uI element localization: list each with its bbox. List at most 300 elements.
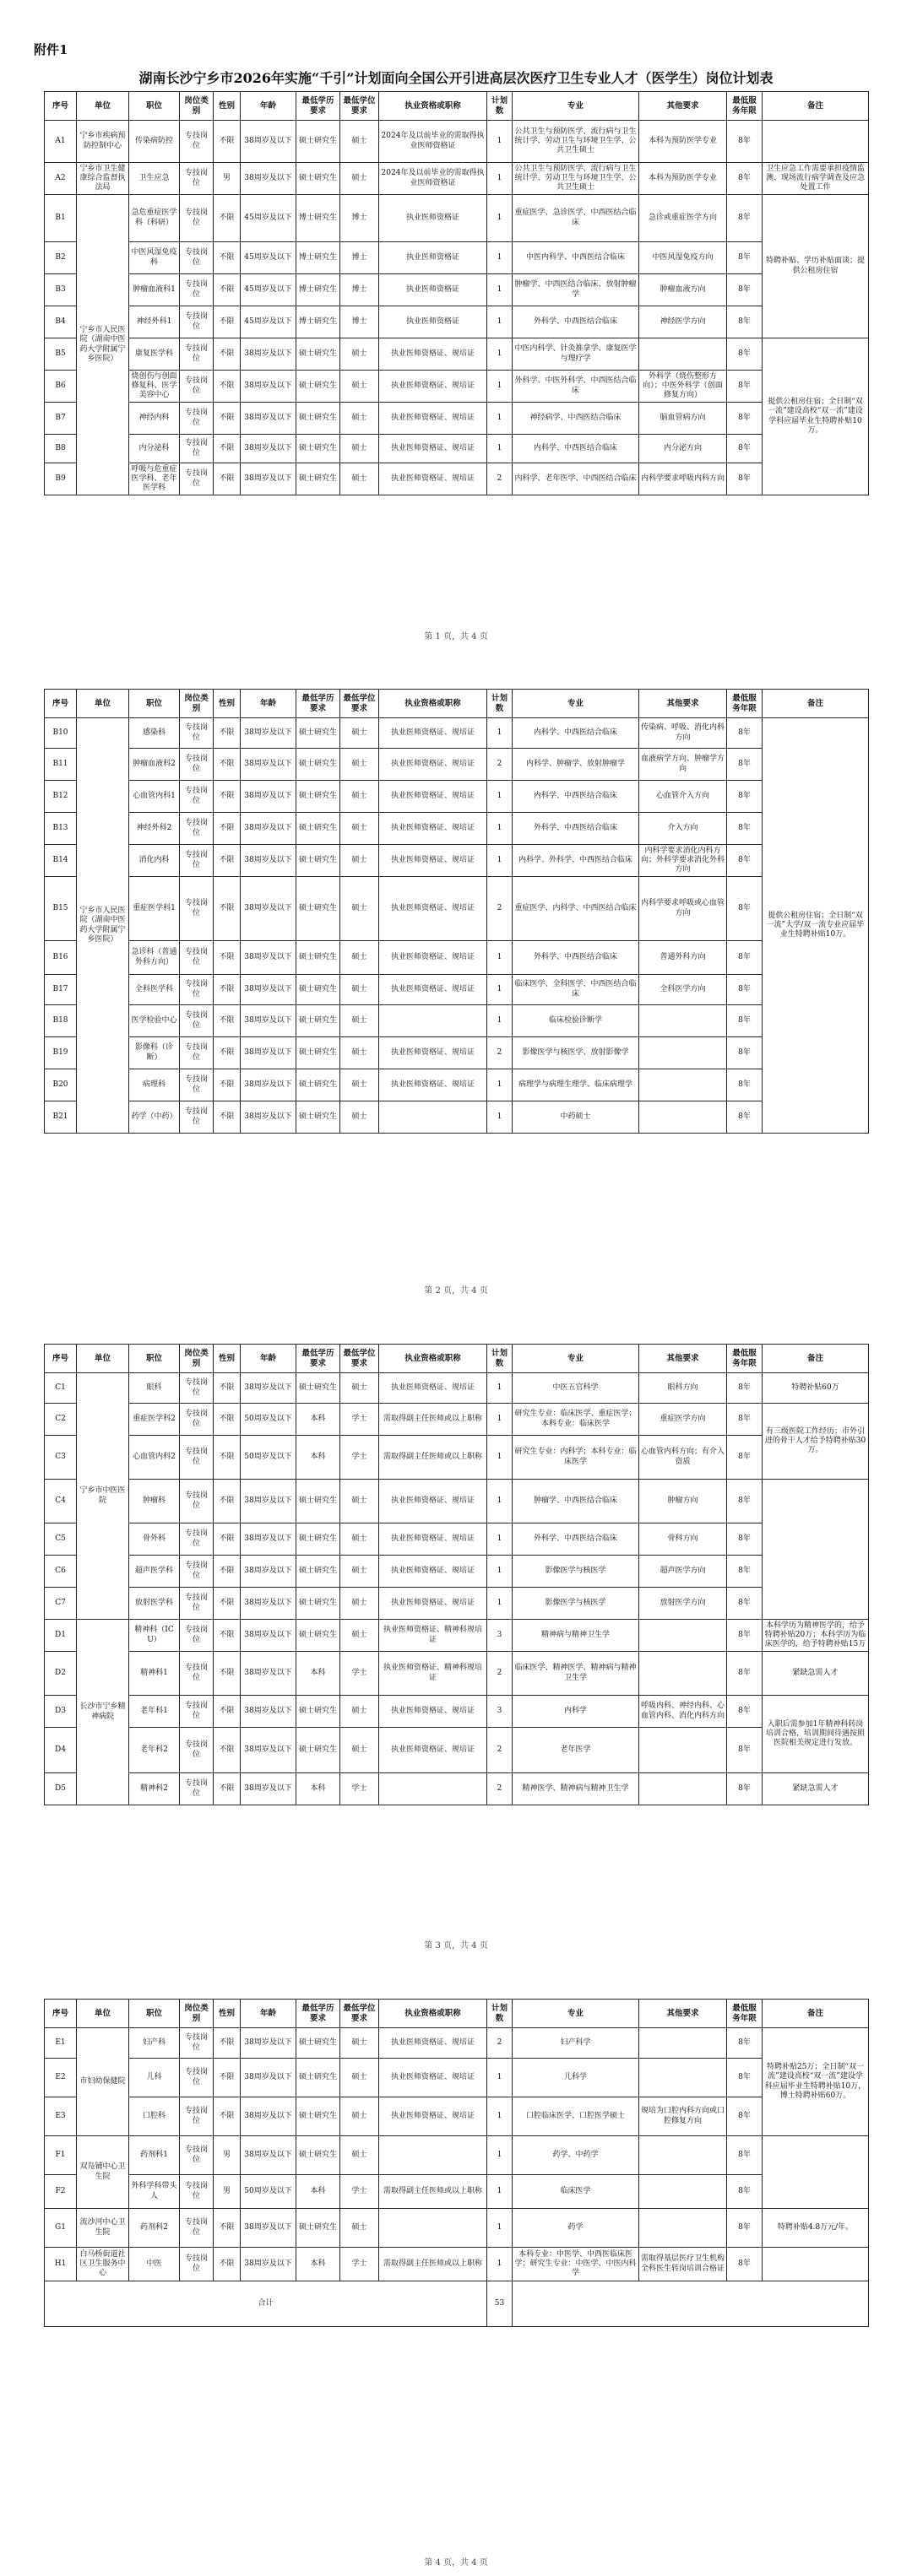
table-cell: 硕士 bbox=[340, 163, 379, 195]
table-cell: 口腔临床医学、口腔医学硕士 bbox=[513, 2097, 639, 2136]
table-cell: B16 bbox=[45, 941, 77, 975]
table-cell: 不限 bbox=[214, 195, 241, 242]
table-cell: 感染科 bbox=[129, 718, 180, 749]
table-cell: 专技岗位 bbox=[180, 2209, 214, 2248]
table-cell: 本科为预防医学专业 bbox=[639, 163, 727, 195]
table-cell: 执业医师资格证、规培证 bbox=[379, 749, 487, 781]
header-service-years: 最低服务年限 bbox=[727, 2000, 763, 2028]
table-cell: 不限 bbox=[214, 975, 241, 1005]
header-category: 岗位类别 bbox=[180, 1345, 214, 1373]
table-cell bbox=[639, 1005, 727, 1037]
table-cell: F2 bbox=[45, 2175, 77, 2209]
table-cell: 不限 bbox=[214, 1373, 241, 1404]
header-gender: 性别 bbox=[214, 690, 241, 718]
header-degree: 最低学位要求 bbox=[340, 690, 379, 718]
table-cell: 38周岁及以下 bbox=[241, 845, 296, 877]
table-cell: 硕士研究生 bbox=[296, 163, 340, 195]
table-cell: 不限 bbox=[214, 941, 241, 975]
table-cell: 38周岁及以下 bbox=[241, 1588, 296, 1620]
table-cell bbox=[639, 1069, 727, 1101]
table-cell: 心血管介入方向 bbox=[639, 781, 727, 813]
table-cell: 精神病与精神卫生学 bbox=[513, 1620, 639, 1652]
table-cell: 肿瘤血液方向 bbox=[639, 274, 727, 306]
header-seq: 序号 bbox=[45, 690, 77, 718]
table-cell: 内科学、老年医学、中西医结合临床 bbox=[513, 463, 639, 495]
header-qualification: 执业资格或职称 bbox=[379, 2000, 487, 2028]
table-cell: 博士研究生 bbox=[296, 274, 340, 306]
table-cell: B11 bbox=[45, 749, 77, 781]
table-cell: 传染病、呼吸、消化内科方向 bbox=[639, 718, 727, 749]
table-row bbox=[45, 2209, 869, 2248]
table-cell: 内分泌方向 bbox=[639, 435, 727, 463]
table-cell: 1 bbox=[487, 1480, 513, 1523]
table-cell: 特聘补贴25万；全日制“双一流”建设高校“双一流”建设学科应届毕业生特聘补贴10万，博士特聘补贴60万。 bbox=[763, 2028, 869, 2136]
table-cell: 不限 bbox=[214, 338, 241, 371]
table-cell: 影像科（诊断） bbox=[129, 1037, 180, 1069]
table-cell: 8年 bbox=[727, 941, 763, 975]
table-cell: 精神医学、精神病与精神卫生学 bbox=[513, 1773, 639, 1805]
table-cell: 执业医师资格证、规培证 bbox=[379, 338, 487, 371]
table-cell: 硕士 bbox=[340, 1069, 379, 1101]
table-cell: 1 bbox=[487, 2248, 513, 2281]
table-cell: 8年 bbox=[727, 1652, 763, 1696]
header-unit: 单位 bbox=[77, 2000, 129, 2028]
table-cell: 不限 bbox=[214, 718, 241, 749]
table-cell: 硕士研究生 bbox=[296, 1373, 340, 1404]
table-cell: 专技岗位 bbox=[180, 1620, 214, 1652]
table-cell: 硕士研究生 bbox=[296, 338, 340, 371]
table-cell: 1 bbox=[487, 2059, 513, 2097]
header-category: 岗位类别 bbox=[180, 92, 214, 121]
table-cell: B12 bbox=[45, 781, 77, 813]
table-cell: 硕士 bbox=[340, 1373, 379, 1404]
table-cell: 研究生专业：临床医学、重症医学；本科专业：临床医学 bbox=[513, 1404, 639, 1436]
table-row bbox=[45, 781, 869, 813]
table-cell: 卫生应急工作需要承担疫情监测、现场流行病学调查及应急处置工作 bbox=[763, 163, 869, 195]
table-cell: 硕士研究生 bbox=[296, 1620, 340, 1652]
table-cell: 硕士 bbox=[340, 781, 379, 813]
table-cell: 白马桥街道社区卫生服务中心 bbox=[77, 2248, 129, 2281]
table-cell: 硕士研究生 bbox=[296, 941, 340, 975]
table-cell: 紧缺急需人才 bbox=[763, 1773, 869, 1805]
table-row bbox=[45, 2136, 869, 2175]
table-cell: 硕士 bbox=[340, 1696, 379, 1728]
table-cell bbox=[763, 121, 869, 163]
table-cell: 重症医学、内科学、中西医结合临床 bbox=[513, 877, 639, 941]
table-cell: 执业医师资格证 bbox=[379, 306, 487, 338]
table-cell: 眼科方向 bbox=[639, 1373, 727, 1404]
table-cell: 老年科1 bbox=[129, 1696, 180, 1728]
table-cell: 外科学（烧伤整形方向）；中医外科学（创面修复方向） bbox=[639, 371, 727, 403]
table-cell: 38周岁及以下 bbox=[241, 2209, 296, 2248]
table-cell: 专技岗位 bbox=[180, 463, 214, 495]
table-cell: 专技岗位 bbox=[180, 274, 214, 306]
table-cell: 8年 bbox=[727, 121, 763, 163]
table-header-row bbox=[45, 2000, 869, 2028]
table-cell: 硕士研究生 bbox=[296, 1728, 340, 1773]
table-cell: 需取得副主任医师或以上职称 bbox=[379, 2175, 487, 2209]
table-cell: 专技岗位 bbox=[180, 306, 214, 338]
table-cell: 38周岁及以下 bbox=[241, 1620, 296, 1652]
table-cell: 硕士研究生 bbox=[296, 2209, 340, 2248]
table-cell: 执业医师资格证、规培证 bbox=[379, 2028, 487, 2059]
header-degree: 最低学位要求 bbox=[340, 1345, 379, 1373]
table-cell: 硕士 bbox=[340, 1728, 379, 1773]
table-cell: 心血管内科方向；有介入资质 bbox=[639, 1436, 727, 1480]
table-cell: 硕士 bbox=[340, 371, 379, 403]
table-cell: 不限 bbox=[214, 877, 241, 941]
table-cell: 肿瘤血液科1 bbox=[129, 274, 180, 306]
table-cell: 1 bbox=[487, 813, 513, 845]
position-table bbox=[44, 1999, 869, 2327]
table-cell: 本科 bbox=[296, 1773, 340, 1805]
table-cell: 博士 bbox=[340, 242, 379, 274]
table-cell: 有三级医院工作经历；市外引进的骨干人才给予特聘补贴30万。 bbox=[763, 1404, 869, 1480]
table-cell: 外科学、中西医结合临床 bbox=[513, 941, 639, 975]
table-row bbox=[45, 941, 869, 975]
table-cell: 8年 bbox=[727, 2136, 763, 2175]
table-cell: 规培为口腔内科方向或口腔修复方向 bbox=[639, 2097, 727, 2136]
table-row bbox=[45, 2281, 869, 2327]
table-cell: A1 bbox=[45, 121, 77, 163]
table-cell: B6 bbox=[45, 371, 77, 403]
table-cell: 硕士 bbox=[340, 2097, 379, 2136]
table-row bbox=[45, 1436, 869, 1480]
table-cell: 38周岁及以下 bbox=[241, 1728, 296, 1773]
table-cell: 45周岁及以下 bbox=[241, 306, 296, 338]
table-cell: 专技岗位 bbox=[180, 941, 214, 975]
header-age: 年龄 bbox=[241, 1345, 296, 1373]
table-cell: 硕士研究生 bbox=[296, 1696, 340, 1728]
table-cell: 执业医师资格证、规培证 bbox=[379, 1069, 487, 1101]
table-cell: 不限 bbox=[214, 845, 241, 877]
table-row bbox=[45, 1480, 869, 1523]
table-cell: 1 bbox=[487, 975, 513, 1005]
table-cell: 1 bbox=[487, 371, 513, 403]
table-cell: 执业医师资格证、规培证 bbox=[379, 1556, 487, 1588]
table-cell: 不限 bbox=[214, 1523, 241, 1556]
page-footer: 第 2 页，共 4 页 bbox=[424, 1286, 488, 1296]
position-table bbox=[44, 1344, 869, 1805]
table-cell: 中医 bbox=[129, 2248, 180, 2281]
table-row bbox=[45, 403, 869, 435]
table-cell: 放射医学科 bbox=[129, 1588, 180, 1620]
table-cell: 38周岁及以下 bbox=[241, 781, 296, 813]
table-cell: 专技岗位 bbox=[180, 1037, 214, 1069]
table-cell: 不限 bbox=[214, 2209, 241, 2248]
table-cell: 不限 bbox=[214, 371, 241, 403]
table-cell: B5 bbox=[45, 338, 77, 371]
table-cell: 2 bbox=[487, 1773, 513, 1805]
document-page-2 bbox=[0, 650, 912, 1305]
table-cell: B10 bbox=[45, 718, 77, 749]
table-cell: 硕士研究生 bbox=[296, 403, 340, 435]
table-cell: 影像医学与核医学 bbox=[513, 1588, 639, 1620]
table-cell: 不限 bbox=[214, 813, 241, 845]
table-cell: 1 bbox=[487, 1069, 513, 1101]
header-position: 职位 bbox=[129, 92, 180, 121]
header-major: 专业 bbox=[513, 92, 639, 121]
header-age: 年龄 bbox=[241, 2000, 296, 2028]
table-cell: 1 bbox=[487, 718, 513, 749]
table-cell: 学士 bbox=[340, 2175, 379, 2209]
table-cell: 45周岁及以下 bbox=[241, 274, 296, 306]
table-cell: 不限 bbox=[214, 1556, 241, 1588]
table-cell: 8年 bbox=[727, 435, 763, 463]
table-cell: 不限 bbox=[214, 1101, 241, 1134]
header-service-years: 最低服务年限 bbox=[727, 690, 763, 718]
header-major: 专业 bbox=[513, 2000, 639, 2028]
table-cell: 硕士 bbox=[340, 463, 379, 495]
table-cell: 1 bbox=[487, 2097, 513, 2136]
table-cell: 宁乡市人民医院（湖南中医药大学附属宁乡医院） bbox=[77, 195, 129, 495]
table-cell: 学士 bbox=[340, 1773, 379, 1805]
table-row bbox=[45, 1404, 869, 1436]
table-cell: 硕士研究生 bbox=[296, 877, 340, 941]
table-cell: 合计 bbox=[45, 2281, 487, 2327]
table-cell: 38周岁及以下 bbox=[241, 1773, 296, 1805]
table-cell: 硕士研究生 bbox=[296, 463, 340, 495]
table-cell: 硕士 bbox=[340, 845, 379, 877]
table-cell: 执业医师资格证、规培证 bbox=[379, 975, 487, 1005]
table-cell: 宁乡市人民医院（湖南中医药大学附属宁乡医院） bbox=[77, 718, 129, 1134]
table-cell: 专技岗位 bbox=[180, 2059, 214, 2097]
header-position: 职位 bbox=[129, 2000, 180, 2028]
table-cell: 执业医师资格证、规培证 bbox=[379, 877, 487, 941]
table-cell: 3 bbox=[487, 1696, 513, 1728]
table-cell: 不限 bbox=[214, 2248, 241, 2281]
table-cell: 影像医学与核医学、放射影像学 bbox=[513, 1037, 639, 1069]
table-cell: 38周岁及以下 bbox=[241, 1373, 296, 1404]
table-cell: 消化内科 bbox=[129, 845, 180, 877]
header-major: 专业 bbox=[513, 1345, 639, 1373]
table-cell: 药学 bbox=[513, 2209, 639, 2248]
table-cell: 专技岗位 bbox=[180, 781, 214, 813]
table-cell: 不限 bbox=[214, 463, 241, 495]
table-cell: 硕士研究生 bbox=[296, 845, 340, 877]
table-cell: 硕士 bbox=[340, 2028, 379, 2059]
table-cell: 2 bbox=[487, 463, 513, 495]
table-cell: 执业医师资格证 bbox=[379, 195, 487, 242]
table-cell: 专技岗位 bbox=[180, 1523, 214, 1556]
table-cell: D3 bbox=[45, 1696, 77, 1728]
table-cell: 38周岁及以下 bbox=[241, 813, 296, 845]
header-major: 专业 bbox=[513, 690, 639, 718]
table-cell: C7 bbox=[45, 1588, 77, 1620]
table-cell: 内科学、肿瘤学、放射肿瘤学 bbox=[513, 749, 639, 781]
table-cell: 内分泌科 bbox=[129, 435, 180, 463]
table-cell: 硕士研究生 bbox=[296, 1037, 340, 1069]
table-row bbox=[45, 435, 869, 463]
header-gender: 性别 bbox=[214, 92, 241, 121]
table-cell: C2 bbox=[45, 1404, 77, 1436]
table-cell: 眼科 bbox=[129, 1373, 180, 1404]
table-cell: 内科学要求消化内科方向；外科学要求消化外科方向 bbox=[639, 845, 727, 877]
table-row bbox=[45, 195, 869, 242]
table-cell: A2 bbox=[45, 163, 77, 195]
table-cell: 外科学科带头人 bbox=[129, 2175, 180, 2209]
table-cell: 重症医学、急诊医学、中西医结合临床 bbox=[513, 195, 639, 242]
table-cell: 内科学要求呼吸或心血管方向 bbox=[639, 877, 727, 941]
table-cell: 1 bbox=[487, 2209, 513, 2248]
table-row bbox=[45, 1523, 869, 1556]
table-cell: 8年 bbox=[727, 1728, 763, 1773]
table-cell: 1 bbox=[487, 1556, 513, 1588]
table-cell: 硕士 bbox=[340, 877, 379, 941]
table-cell: 专技岗位 bbox=[180, 338, 214, 371]
table-cell bbox=[639, 338, 727, 371]
table-cell: 重症医学方向 bbox=[639, 1404, 727, 1436]
table-cell: 外科学、中西医结合临床 bbox=[513, 813, 639, 845]
table-row bbox=[45, 749, 869, 781]
table-cell: 不限 bbox=[214, 1037, 241, 1069]
table-cell: 提供公租房住宿；全日制“双一流”建设高校“双一流”建设学科应届毕业生特聘补贴10万。 bbox=[763, 338, 869, 495]
table-cell: 内科学、中西医结合临床 bbox=[513, 718, 639, 749]
table-cell: 不限 bbox=[214, 2097, 241, 2136]
header-education: 最低学历要求 bbox=[296, 690, 340, 718]
table-cell: 不限 bbox=[214, 121, 241, 163]
table-cell: 硕士 bbox=[340, 2136, 379, 2175]
table-cell: 8年 bbox=[727, 1480, 763, 1523]
table-cell: 宁乡市卫生健康综合监督执法局 bbox=[77, 163, 129, 195]
table-cell: 本科 bbox=[296, 2248, 340, 2281]
table-row bbox=[45, 338, 869, 371]
table-cell: 专技岗位 bbox=[180, 121, 214, 163]
table-cell: 本科专业：中医学、中西医临床医学；研究生专业：中医学、中医内科学 bbox=[513, 2248, 639, 2281]
table-cell: 不限 bbox=[214, 403, 241, 435]
table-cell: 紧缺急需人才 bbox=[763, 1652, 869, 1696]
header-position: 职位 bbox=[129, 690, 180, 718]
table-cell: 38周岁及以下 bbox=[241, 1037, 296, 1069]
table-cell: 中药硕士 bbox=[513, 1101, 639, 1134]
table-cell: 神经病学、中西医结合临床 bbox=[513, 403, 639, 435]
table-cell: 不限 bbox=[214, 1652, 241, 1696]
table-cell: 专技岗位 bbox=[180, 403, 214, 435]
table-cell: 1 bbox=[487, 306, 513, 338]
table-cell: 博士研究生 bbox=[296, 306, 340, 338]
table-cell: 专技岗位 bbox=[180, 1728, 214, 1773]
table-cell: 硕士 bbox=[340, 121, 379, 163]
table-row bbox=[45, 1373, 869, 1404]
table-cell: 不限 bbox=[214, 2059, 241, 2097]
table-cell: 8年 bbox=[727, 306, 763, 338]
table-cell: 专技岗位 bbox=[180, 877, 214, 941]
table-cell: 不限 bbox=[214, 1773, 241, 1805]
table-cell: 专技岗位 bbox=[180, 1404, 214, 1436]
table-cell: 老年医学 bbox=[513, 1728, 639, 1773]
table-row bbox=[45, 121, 869, 163]
table-cell: 硕士研究生 bbox=[296, 2097, 340, 2136]
table-cell: 专技岗位 bbox=[180, 2175, 214, 2209]
header-degree: 最低学位要求 bbox=[340, 2000, 379, 2028]
table-cell: 1 bbox=[487, 121, 513, 163]
table-cell: B20 bbox=[45, 1069, 77, 1101]
table-cell: 1 bbox=[487, 1523, 513, 1556]
header-category: 岗位类别 bbox=[180, 690, 214, 718]
table-row bbox=[45, 1556, 869, 1588]
table-cell: 本科 bbox=[296, 1436, 340, 1480]
table-cell: 8年 bbox=[727, 2175, 763, 2209]
header-seq: 序号 bbox=[45, 1345, 77, 1373]
table-cell: 8年 bbox=[727, 2209, 763, 2248]
table-cell: 内科学、中西医结合临床 bbox=[513, 435, 639, 463]
table-cell: 专技岗位 bbox=[180, 2028, 214, 2059]
table-cell bbox=[639, 2209, 727, 2248]
table-cell: 1 bbox=[487, 195, 513, 242]
header-qualification: 执业资格或职称 bbox=[379, 690, 487, 718]
table-cell: 市妇幼保健院 bbox=[77, 2028, 129, 2136]
table-cell: 药学（中药） bbox=[129, 1101, 180, 1134]
table-cell: D1 bbox=[45, 1620, 77, 1652]
table-cell: 38周岁及以下 bbox=[241, 435, 296, 463]
table-cell: 硕士研究生 bbox=[296, 1556, 340, 1588]
table-cell: 38周岁及以下 bbox=[241, 463, 296, 495]
table-cell: 1 bbox=[487, 403, 513, 435]
table-cell: 博士 bbox=[340, 274, 379, 306]
table-cell: 硕士研究生 bbox=[296, 1069, 340, 1101]
table-cell: C5 bbox=[45, 1523, 77, 1556]
table-cell: 不限 bbox=[214, 1005, 241, 1037]
table-cell: 8年 bbox=[727, 2059, 763, 2097]
table-cell: 8年 bbox=[727, 877, 763, 941]
table-cell: 硕士研究生 bbox=[296, 1480, 340, 1523]
table-row bbox=[45, 2248, 869, 2281]
table-cell: 男 bbox=[214, 163, 241, 195]
header-other-req: 其他要求 bbox=[639, 690, 727, 718]
table-cell: 硕士 bbox=[340, 941, 379, 975]
table-row bbox=[45, 718, 869, 749]
table-row bbox=[45, 877, 869, 941]
document-page-4 bbox=[0, 1960, 912, 2576]
table-cell: 超声医学方向 bbox=[639, 1556, 727, 1588]
table-cell: 博士 bbox=[340, 195, 379, 242]
table-cell: 8年 bbox=[727, 242, 763, 274]
header-gender: 性别 bbox=[214, 2000, 241, 2028]
table-cell: 硕士 bbox=[340, 813, 379, 845]
table-cell bbox=[379, 2136, 487, 2175]
table-cell: 硕士 bbox=[340, 1523, 379, 1556]
table-cell: B18 bbox=[45, 1005, 77, 1037]
table-row bbox=[45, 1005, 869, 1037]
annex-label: 附件1 bbox=[34, 42, 68, 57]
table-cell: 介入方向 bbox=[639, 813, 727, 845]
table-row bbox=[45, 2059, 869, 2097]
table-cell: 专技岗位 bbox=[180, 1069, 214, 1101]
header-age: 年龄 bbox=[241, 92, 296, 121]
table-cell: 执业医师资格证、规培证 bbox=[379, 403, 487, 435]
table-cell: B19 bbox=[45, 1037, 77, 1069]
table-cell: 硕士 bbox=[340, 718, 379, 749]
table-cell: 8年 bbox=[727, 1773, 763, 1805]
table-cell: B8 bbox=[45, 435, 77, 463]
table-cell: 心血管内科1 bbox=[129, 781, 180, 813]
table-cell: 执业医师资格证、规培证 bbox=[379, 781, 487, 813]
table-cell bbox=[763, 2136, 869, 2209]
table-cell: 硕士 bbox=[340, 403, 379, 435]
table-cell: 特聘补贴、学历补贴面谈；提供公租房住宿 bbox=[763, 195, 869, 338]
table-cell: 特聘补贴4.8万元/年。 bbox=[763, 2209, 869, 2248]
table-cell: 38周岁及以下 bbox=[241, 941, 296, 975]
position-table bbox=[44, 689, 869, 1134]
table-cell: G1 bbox=[45, 2209, 77, 2248]
table-cell: 8年 bbox=[727, 975, 763, 1005]
table-cell: 专技岗位 bbox=[180, 1373, 214, 1404]
table-cell: 8年 bbox=[727, 338, 763, 371]
table-cell: 45周岁及以下 bbox=[241, 195, 296, 242]
header-remarks: 备注 bbox=[763, 92, 869, 121]
table-cell: 8年 bbox=[727, 1373, 763, 1404]
table-cell: 8年 bbox=[727, 813, 763, 845]
